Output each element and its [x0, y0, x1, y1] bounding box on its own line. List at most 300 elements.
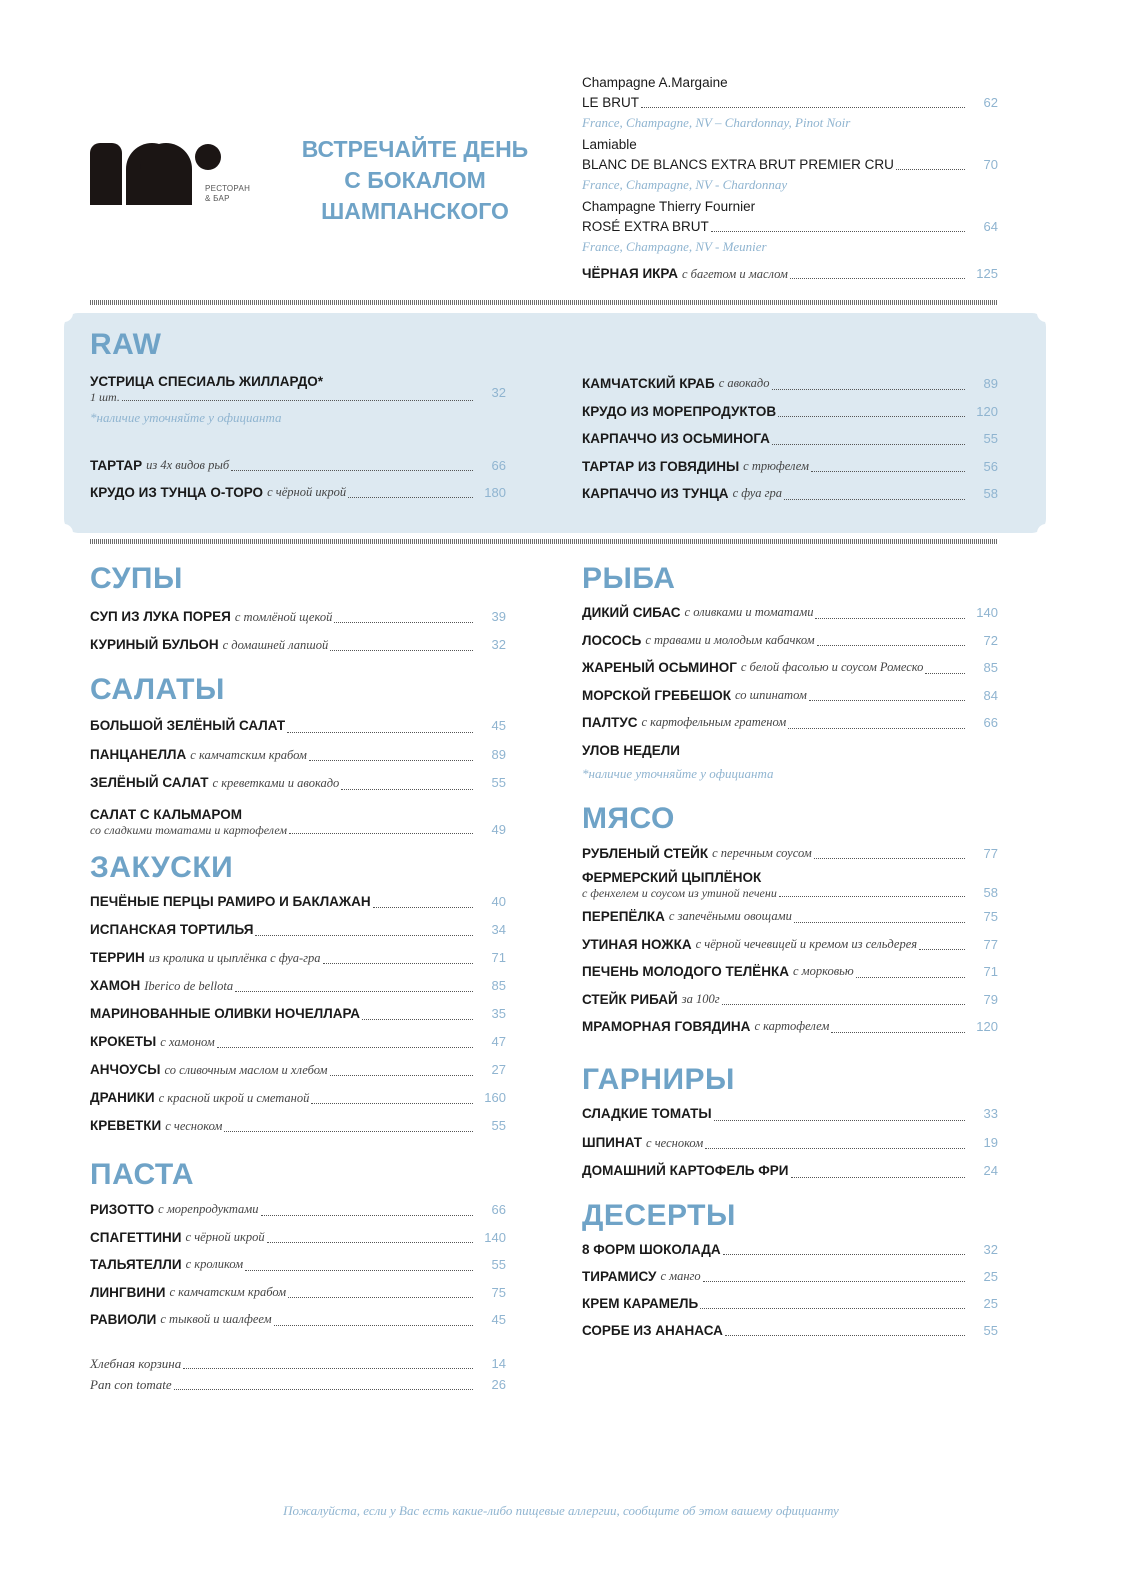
item-name: СУП ИЗ ЛУКА ПОРЕЯ [90, 609, 231, 624]
item-price: 58 [983, 486, 998, 501]
item-price: 140 [976, 605, 998, 620]
leader-dots [183, 1368, 473, 1369]
item-name: УТИНАЯ НОЖКА [582, 936, 692, 952]
leader-dots [703, 1281, 965, 1282]
section-title-meat: МЯСО [582, 802, 675, 835]
item-desc: со шпинатом [735, 687, 807, 702]
item-desc: с камчатским крабом [190, 747, 307, 762]
raw-left-list [90, 452, 506, 506]
item-price: 55 [491, 775, 506, 790]
item-desc: с трюфелем [743, 458, 810, 473]
leader-dots [174, 1389, 473, 1390]
item-desc: с картофельным гратеном [641, 715, 787, 729]
item-name: BLANC DE BLANCS EXTRA BRUT PREMIER CRU [582, 157, 894, 172]
menu-row [90, 972, 506, 1000]
item-desc: с кроликом [185, 1257, 244, 1271]
menu-row [90, 1056, 506, 1084]
item-price: 19 [983, 1134, 998, 1150]
menu-row [90, 631, 506, 659]
leader-dots [267, 1242, 473, 1243]
item-name: LE BRUT [582, 95, 640, 110]
item-price: 70 [983, 157, 998, 172]
menu-row [582, 682, 998, 710]
item-price: 26 [491, 1377, 506, 1392]
item-sub: со сладкими томатами и картофелем [90, 822, 287, 837]
menu-row [582, 886, 998, 900]
menu-row [582, 986, 998, 1014]
leader-dots [287, 732, 473, 733]
bread-list [90, 1353, 506, 1395]
item-price: 58 [983, 885, 998, 900]
menu-row [582, 737, 998, 765]
champagne-note: France, Champagne, NV - Meunier [582, 239, 767, 254]
menu-row [90, 944, 506, 972]
menu-row [90, 1084, 506, 1112]
champagne-item [582, 135, 998, 194]
item-name: ТАРТАР ИЗ ГОВЯДИНЫ [582, 458, 740, 474]
logo-caption [205, 184, 250, 204]
section-title-starters: ЗАКУСКИ [90, 851, 234, 884]
item-name: Pan con tomate [90, 1377, 172, 1392]
menu-row [90, 741, 506, 770]
menu-row [90, 1028, 506, 1056]
menu-row [582, 155, 998, 175]
raw-right-column [582, 370, 998, 508]
logo-line1: РЕСТОРАН [205, 184, 251, 193]
menu-row [582, 1100, 998, 1129]
item-name: КРЕВЕТКИ [90, 1118, 162, 1133]
item-name: ЛИНГВИНИ [90, 1284, 166, 1300]
item-price: 56 [983, 458, 998, 474]
item-name: ИСПАНСКАЯ ТОРТИЛЬЯ [90, 922, 254, 937]
champagne-maker: Champagne Thierry Fournier [582, 199, 756, 214]
item-name: ПЕЧЕНЬ МОЛОДОГО ТЕЛЁНКА [582, 964, 789, 979]
leader-dots [341, 789, 473, 790]
item-name: КРЕМ КАРАМЕЛЬ [582, 1296, 699, 1311]
leader-dots [778, 416, 965, 417]
item-desc: с чесноком [646, 1135, 704, 1150]
band-corner [1037, 524, 1055, 542]
champagne-maker: Champagne A.Margaine [582, 75, 728, 90]
item-desc: из 4х видов рыб [146, 458, 230, 472]
leader-dots [235, 991, 473, 992]
leader-dots [723, 1254, 965, 1255]
headline-line: ШАМПАНСКОГО [321, 198, 509, 224]
item-name: УСТРИЦА СПЕСИАЛЬ ЖИЛЛАРДО* [90, 374, 324, 389]
item-name: ЛОСОСЬ [582, 632, 642, 648]
item-price: 120 [976, 403, 998, 419]
item-name: СПАГЕТТИНИ [90, 1229, 182, 1245]
leader-dots [122, 400, 473, 401]
raw-left-column [90, 374, 506, 506]
menu-row [582, 480, 998, 508]
item-name: АНЧОУСЫ [90, 1062, 161, 1077]
item-price: 14 [491, 1356, 506, 1371]
item-desc: с фуа гра [732, 486, 782, 500]
item-price: 49 [491, 821, 506, 837]
item-desc: с перечным соусом [712, 846, 812, 860]
leader-dots [831, 1032, 965, 1033]
leader-dots [311, 1103, 473, 1104]
menu-row [582, 453, 998, 481]
menu-row [90, 1224, 506, 1252]
item-desc: с камчатским крабом [169, 1284, 287, 1299]
item-name: РАВИОЛИ [90, 1312, 157, 1327]
item-price: 75 [491, 1284, 506, 1300]
item-desc: с томлёной щекой [234, 610, 333, 624]
menu-row [90, 385, 506, 404]
menu-row [90, 1196, 506, 1224]
leader-dots [261, 1215, 474, 1216]
menu-item-oyster [90, 374, 506, 427]
item-name: КРУДО ИЗ МОРЕПРОДУКТОВ [582, 403, 777, 419]
menu-row [582, 627, 998, 655]
leader-dots [814, 858, 965, 859]
item-price: 180 [484, 485, 506, 500]
item-price: 66 [491, 458, 506, 473]
starters-list [90, 888, 506, 1140]
leader-dots [722, 1004, 965, 1005]
leader-dots [925, 673, 965, 674]
item-name: Хлебная корзина [90, 1356, 182, 1371]
leader-dots [817, 645, 965, 646]
item-desc: с морковью [792, 964, 854, 978]
leader-dots [288, 1297, 473, 1298]
item-name: ЖАРЕНЫЙ ОСЬМИНОГ [582, 660, 737, 675]
menu-row [90, 1279, 506, 1307]
item-price: 25 [983, 1296, 998, 1311]
item-name: СЛАДКИЕ ТОМАТЫ [582, 1106, 712, 1121]
allergy-footer-note: Пожалуйста, если у Вас есть какие-либо пищевые аллергии, сообщите об этом вашему официанту [283, 1503, 839, 1518]
leader-dots [790, 278, 965, 279]
leader-dots [362, 1019, 473, 1020]
item-name: МРАМОРНАЯ ГОВЯДИНА [582, 1019, 751, 1034]
menu-row [582, 931, 998, 959]
leader-dots [641, 107, 965, 108]
menu-row [582, 370, 998, 398]
item-name: РУБЛЕНЫЙ СТЕЙК [582, 846, 709, 861]
item-price: 32 [491, 385, 506, 400]
item-name: ПАНЦАНЕЛЛА [90, 746, 187, 762]
item-price: 27 [491, 1062, 506, 1077]
item-price: 89 [491, 746, 506, 762]
menu-row [90, 479, 506, 506]
item-price: 140 [484, 1229, 506, 1245]
item-desc: с креветками и авокадо [212, 776, 340, 790]
menu-row [582, 398, 998, 426]
menu-row [582, 1129, 998, 1158]
champagne-item [582, 197, 998, 256]
menu-item-squid-salad [90, 807, 506, 837]
item-name: ROSÉ EXTRA BRUT [582, 219, 709, 234]
menu-item-chicken [582, 870, 998, 900]
champagne-note: France, Champagne, NV - Chardonnay [582, 177, 788, 192]
item-name: КАМЧАТСКИЙ КРАБ [582, 376, 715, 391]
item-desc: с оливками и томатами [684, 605, 814, 619]
availability-note: *наличие уточняйте у официанта [582, 766, 774, 781]
item-name: СТЕЙК РИБАЙ [582, 991, 678, 1007]
item-name: ПАЛТУС [582, 715, 638, 730]
item-name: КРОКЕТЫ [90, 1034, 157, 1049]
leader-dots [791, 1177, 966, 1178]
item-desc: с манго [660, 1269, 701, 1283]
item-name: ПЕЧЁНЫЕ ПЕРЦЫ РАМИРО И БАКЛАЖАН [90, 894, 371, 909]
menu-row [90, 1353, 506, 1374]
section-title-soups: СУПЫ [90, 562, 183, 595]
leader-dots [856, 977, 965, 978]
item-desc: с багетом и маслом [681, 267, 788, 281]
item-desc: с травами и молодым кабачком [645, 632, 815, 647]
champagne-note: France, Champagne, NV – Chardonnay, Pinot Noir [582, 115, 851, 130]
item-price: 64 [983, 219, 998, 234]
leader-dots [811, 471, 965, 472]
menu-row [582, 903, 998, 931]
section-title-sides: ГАРНИРЫ [582, 1063, 735, 1096]
leader-dots [373, 907, 473, 908]
menu-row [90, 1000, 506, 1028]
leader-dots [330, 1075, 474, 1076]
band-corner [55, 524, 73, 542]
menu-row [582, 840, 998, 867]
leader-dots [309, 760, 473, 761]
item-name: ТАРТАР [90, 458, 143, 473]
item-name: ХАМОН [90, 978, 141, 993]
menu-row [582, 599, 998, 627]
item-price: 85 [983, 660, 998, 675]
item-name: БОЛЬШОЙ ЗЕЛЁНЫЙ САЛАТ [90, 718, 286, 733]
item-price: 75 [983, 909, 998, 924]
menu-row [582, 1317, 998, 1344]
sides-list [582, 1100, 998, 1186]
menu-row [582, 1263, 998, 1290]
item-name: УЛОВ НЕДЕЛИ [582, 742, 680, 758]
item-price: 125 [976, 266, 998, 281]
promo-headline [295, 134, 535, 227]
item-desc: с красной икрой и сметаной [158, 1091, 310, 1105]
item-price: 55 [491, 1257, 506, 1272]
leader-dots [348, 497, 473, 498]
menu-row [582, 1013, 998, 1041]
champagne-item [582, 73, 998, 132]
item-desc: с хамоном [160, 1035, 215, 1049]
item-desc: Iberico de bellota [144, 979, 234, 993]
leader-dots [815, 618, 965, 619]
leader-dots [255, 935, 473, 936]
item-name: ФЕРМЕРСКИЙ ЦЫПЛЁНОК [582, 870, 762, 885]
section-title-salads: САЛАТЫ [90, 673, 225, 706]
item-price: 120 [976, 1019, 998, 1034]
item-price: 85 [491, 978, 506, 993]
menu-row [90, 1374, 506, 1395]
item-desc: с чёрной чечевицей и кремом из сельдерея [695, 936, 918, 951]
leader-dots [725, 1335, 965, 1336]
item-desc: с запечёными овощами [668, 909, 792, 923]
champagne-maker: Lamiable [582, 137, 637, 152]
leader-dots [224, 1131, 473, 1132]
item-desc: с белой фасолью и соусом Ромеско [740, 660, 924, 674]
menu-row [582, 1290, 998, 1317]
soups-list [90, 603, 506, 659]
item-price: 77 [983, 936, 998, 952]
item-price: 25 [983, 1269, 998, 1284]
leader-dots [788, 728, 965, 729]
leader-dots [809, 700, 965, 701]
menu-row [90, 769, 506, 798]
item-name: ДОМАШНИЙ КАРТОФЕЛЬ ФРИ [582, 1163, 789, 1178]
item-name: КАРПАЧЧО ИЗ ТУНЦА [582, 486, 729, 501]
menu-row [90, 452, 506, 479]
leader-dots [700, 1308, 965, 1309]
salads-list [90, 712, 506, 837]
item-price: 45 [491, 718, 506, 733]
leader-dots [334, 622, 473, 623]
menu-row [90, 888, 506, 916]
leader-dots [217, 1047, 473, 1048]
leader-dots [784, 499, 965, 500]
leader-dots [896, 169, 965, 170]
item-price: 71 [983, 964, 998, 979]
item-price: 62 [983, 95, 998, 110]
leader-dots [772, 444, 965, 445]
item-name: ШПИНАТ [582, 1134, 643, 1150]
item-name: ТАЛЬЯТЕЛЛИ [90, 1257, 182, 1272]
leader-dots [289, 833, 473, 834]
section-title-raw: RAW [90, 328, 162, 361]
item-price: 39 [491, 609, 506, 624]
item-price: 72 [983, 632, 998, 648]
item-name: САЛАТ С КАЛЬМАРОМ [90, 806, 242, 822]
leader-dots [794, 922, 965, 923]
item-price: 35 [491, 1006, 506, 1021]
leader-dots [772, 389, 966, 390]
meat-list [582, 840, 998, 1041]
item-name: КУРИНЫЙ БУЛЬОН [90, 637, 219, 652]
item-name: КАРПАЧЧО ИЗ ОСЬМИНОГА [582, 431, 770, 446]
item-name: КРУДО ИЗ ТУНЦА О-ТОРО [90, 485, 264, 500]
menu-row [582, 1236, 998, 1263]
leader-dots [711, 231, 965, 232]
item-price: 66 [491, 1202, 506, 1217]
item-sub: 1 шт. [90, 390, 120, 404]
pasta-list [90, 1196, 506, 1334]
item-name: ТЕРРИН [90, 950, 145, 965]
item-name: ЗЕЛЁНЫЙ САЛАТ [90, 775, 209, 790]
menu-row [582, 93, 998, 113]
availability-note: *наличие уточняйте у официанта [90, 410, 282, 425]
menu-row [582, 425, 998, 453]
item-price: 55 [983, 1323, 998, 1338]
item-desc: за 100г [681, 991, 720, 1006]
caviar-row [582, 264, 998, 284]
section-divider [90, 539, 998, 544]
headline-line: С БОКАЛОМ [344, 167, 486, 193]
item-desc: с морепродуктами [158, 1202, 259, 1216]
menu-row [90, 1112, 506, 1140]
item-price: 160 [484, 1090, 506, 1105]
leader-dots [779, 896, 965, 897]
item-price: 71 [491, 950, 506, 965]
item-desc: с авокадо [718, 376, 770, 390]
item-name: ПЕРЕПЁЛКА [582, 909, 665, 924]
item-desc: с чёрной икрой [185, 1229, 265, 1244]
section-title-fish: РЫБА [582, 562, 676, 595]
item-price: 55 [491, 1118, 506, 1133]
leader-dots [919, 949, 965, 950]
menu-row [90, 916, 506, 944]
menu-row [582, 958, 998, 986]
leader-dots [323, 963, 473, 964]
item-name: МАРИНОВАННЫЕ ОЛИВКИ НОЧЕЛЛАРА [90, 1006, 361, 1021]
item-price: 45 [491, 1312, 506, 1327]
logo-line2: & БАР [205, 194, 230, 203]
item-sub: с фенхелем и соусом из утиной печени [582, 886, 777, 900]
item-desc: с картофелем [754, 1019, 830, 1033]
leader-dots [245, 1270, 473, 1271]
headline-line: ВСТРЕЧАЙТЕ ДЕНЬ [301, 136, 529, 162]
item-desc: со сливочным маслом и хлебом [164, 1063, 328, 1077]
item-price: 32 [983, 1242, 998, 1257]
menu-row [582, 1157, 998, 1186]
desserts-list [582, 1236, 998, 1344]
item-price: 47 [491, 1034, 506, 1049]
menu-row [582, 217, 998, 237]
item-name: ТИРАМИСУ [582, 1269, 657, 1284]
menu-row [90, 603, 506, 631]
leader-dots [714, 1120, 965, 1121]
item-price: 55 [983, 431, 998, 446]
section-title-pasta: ПАСТА [90, 1158, 194, 1191]
item-desc: с чёрной икрой [267, 485, 347, 499]
menu-row [90, 712, 506, 741]
section-divider [90, 300, 998, 305]
menu-row [90, 1306, 506, 1334]
item-desc: с чесноком [165, 1119, 223, 1133]
item-name: ДРАНИКИ [90, 1090, 155, 1105]
fish-list [582, 599, 998, 783]
item-price: 32 [491, 637, 506, 652]
leader-dots [231, 470, 473, 471]
item-price: 77 [983, 846, 998, 861]
item-name: 8 ФОРМ ШОКОЛАДА [582, 1242, 721, 1257]
item-price: 89 [983, 376, 998, 391]
item-desc: с домашней лапшой [222, 638, 329, 652]
item-desc: из кролика и цыплёнка с фуа-гра [148, 951, 321, 965]
menu-row [582, 654, 998, 682]
item-price: 33 [983, 1106, 998, 1121]
item-name: ДИКИЙ СИБАС [582, 605, 681, 620]
item-price: 79 [983, 991, 998, 1007]
item-price: 34 [491, 922, 506, 937]
item-price: 66 [983, 715, 998, 730]
item-name: РИЗОТТО [90, 1202, 155, 1217]
section-title-desserts: ДЕСЕРТЫ [582, 1199, 736, 1232]
item-price: 40 [491, 894, 506, 909]
leader-dots [705, 1148, 965, 1149]
menu-row [90, 1251, 506, 1279]
item-name: СОРБЕ ИЗ АНАНАСА [582, 1323, 723, 1338]
menu-row [582, 709, 998, 737]
champagne-list [582, 73, 998, 284]
item-name: МОРСКОЙ ГРЕБЕШОК [582, 687, 732, 703]
item-name: ЧЁРНАЯ ИКРА [582, 266, 678, 281]
item-price: 84 [983, 687, 998, 703]
leader-dots [330, 650, 473, 651]
leader-dots [274, 1325, 473, 1326]
item-price: 24 [983, 1163, 998, 1178]
menu-row [90, 823, 506, 837]
meat-list-rest [582, 903, 998, 1041]
item-desc: с тыквой и шалфеем [160, 1312, 272, 1326]
